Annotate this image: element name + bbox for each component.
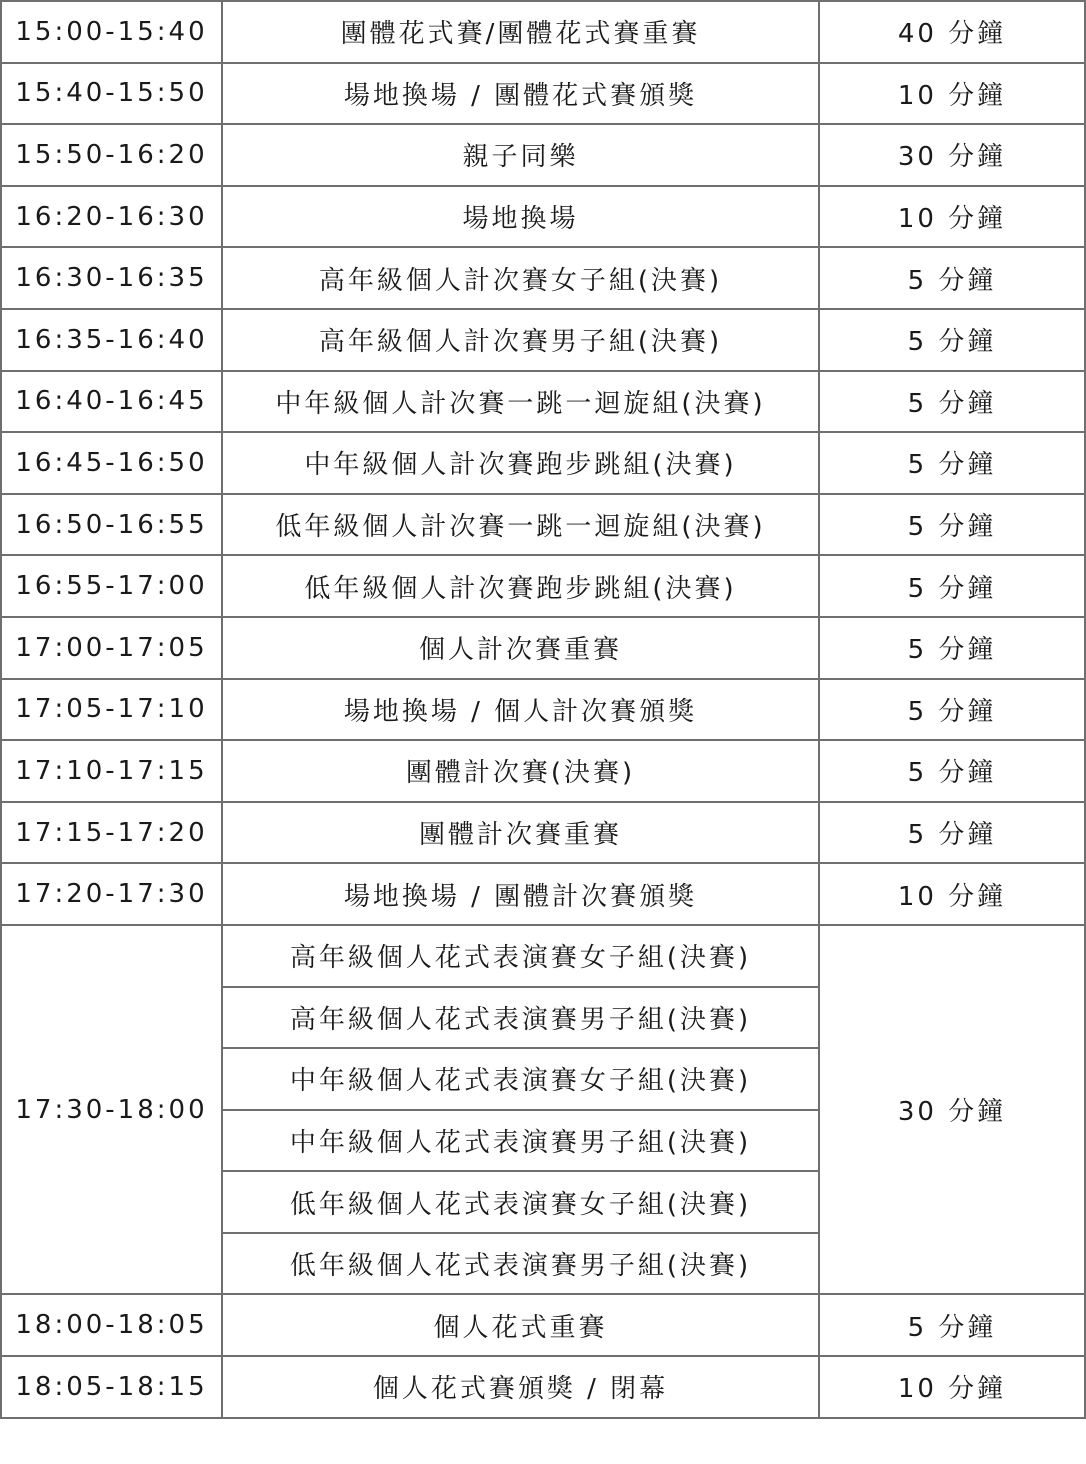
event-cell: 團體花式賽/團體花式賽重賽 <box>222 1 819 63</box>
event-cell: 高年級個人計次賽女子組(決賽) <box>222 247 819 309</box>
table-row <box>1 309 1085 371</box>
table-row <box>1 247 1085 309</box>
table-row <box>1 494 1085 556</box>
event-cell: 親子同樂 <box>222 124 819 186</box>
time-slot-cell: 17:10-17:15 <box>1 740 222 802</box>
time-slot-cell: 16:55-17:00 <box>1 555 222 617</box>
time-slot-cell: 17:20-17:30 <box>1 863 222 925</box>
table-row <box>1 371 1085 433</box>
time-slot-cell: 16:45-16:50 <box>1 432 222 494</box>
schedule-body <box>1 1 1085 1418</box>
duration-cell: 5 分鐘 <box>819 802 1085 864</box>
event-cell: 場地換場 / 團體計次賽頒獎 <box>222 863 819 925</box>
table-row <box>1 1 1085 63</box>
time-slot-cell: 15:00-15:40 <box>1 1 222 63</box>
event-cell: 低年級個人花式表演賽男子組(決賽) <box>222 1233 819 1295</box>
event-cell: 場地換場 / 個人計次賽頒獎 <box>222 679 819 741</box>
table-row <box>1 124 1085 186</box>
time-slot-cell: 16:40-16:45 <box>1 371 222 433</box>
time-slot-cell: 16:50-16:55 <box>1 494 222 556</box>
time-slot-cell: 17:00-17:05 <box>1 617 222 679</box>
table-row <box>1 925 1085 987</box>
event-cell: 高年級個人花式表演賽男子組(決賽) <box>222 987 819 1049</box>
event-cell: 中年級個人計次賽一跳一迴旋組(決賽) <box>222 371 819 433</box>
table-row <box>1 555 1085 617</box>
duration-cell: 5 分鐘 <box>819 617 1085 679</box>
duration-cell: 5 分鐘 <box>819 247 1085 309</box>
time-slot-cell: 16:30-16:35 <box>1 247 222 309</box>
event-cell: 團體計次賽(決賽) <box>222 740 819 802</box>
event-cell: 個人花式賽頒獎 / 閉幕 <box>222 1356 819 1418</box>
duration-cell: 5 分鐘 <box>819 494 1085 556</box>
duration-cell: 10 分鐘 <box>819 863 1085 925</box>
table-row <box>1 740 1085 802</box>
time-slot-cell: 17:15-17:20 <box>1 802 222 864</box>
table-row <box>1 863 1085 925</box>
event-cell: 低年級個人計次賽一跳一迴旋組(決賽) <box>222 494 819 556</box>
duration-cell: 5 分鐘 <box>819 679 1085 741</box>
event-cell: 中年級個人花式表演賽女子組(決賽) <box>222 1048 819 1110</box>
time-slot-cell: 17:05-17:10 <box>1 679 222 741</box>
time-slot-cell: 18:00-18:05 <box>1 1294 222 1356</box>
table-row <box>1 1356 1085 1418</box>
duration-cell: 10 分鐘 <box>819 1356 1085 1418</box>
table-row <box>1 186 1085 248</box>
event-cell: 個人計次賽重賽 <box>222 617 819 679</box>
time-slot-cell: 15:50-16:20 <box>1 124 222 186</box>
table-row <box>1 679 1085 741</box>
event-cell: 低年級個人計次賽跑步跳組(決賽) <box>222 555 819 617</box>
duration-cell: 5 分鐘 <box>819 309 1085 371</box>
event-cell: 中年級個人計次賽跑步跳組(決賽) <box>222 432 819 494</box>
time-slot-cell: 16:35-16:40 <box>1 309 222 371</box>
time-slot-cell: 15:40-15:50 <box>1 63 222 125</box>
event-cell: 中年級個人花式表演賽男子組(決賽) <box>222 1110 819 1172</box>
duration-cell: 5 分鐘 <box>819 432 1085 494</box>
table-row <box>1 63 1085 125</box>
event-cell: 場地換場 <box>222 186 819 248</box>
duration-cell: 10 分鐘 <box>819 186 1085 248</box>
time-slot-cell: 17:30-18:00 <box>1 925 222 1295</box>
table-row <box>1 617 1085 679</box>
time-slot-cell: 16:20-16:30 <box>1 186 222 248</box>
duration-cell: 5 分鐘 <box>819 371 1085 433</box>
event-cell: 高年級個人計次賽男子組(決賽) <box>222 309 819 371</box>
duration-cell: 40 分鐘 <box>819 1 1085 63</box>
event-cell: 團體計次賽重賽 <box>222 802 819 864</box>
duration-cell: 5 分鐘 <box>819 1294 1085 1356</box>
event-cell: 個人花式重賽 <box>222 1294 819 1356</box>
duration-cell: 10 分鐘 <box>819 63 1085 125</box>
time-slot-cell: 18:05-18:15 <box>1 1356 222 1418</box>
duration-cell: 5 分鐘 <box>819 555 1085 617</box>
duration-cell: 30 分鐘 <box>819 925 1085 1295</box>
duration-cell: 30 分鐘 <box>819 124 1085 186</box>
event-cell: 高年級個人花式表演賽女子組(決賽) <box>222 925 819 987</box>
table-row <box>1 432 1085 494</box>
event-cell: 低年級個人花式表演賽女子組(決賽) <box>222 1171 819 1233</box>
duration-cell: 5 分鐘 <box>819 740 1085 802</box>
event-cell: 場地換場 / 團體花式賽頒獎 <box>222 63 819 125</box>
table-row <box>1 802 1085 864</box>
table-row <box>1 1294 1085 1356</box>
